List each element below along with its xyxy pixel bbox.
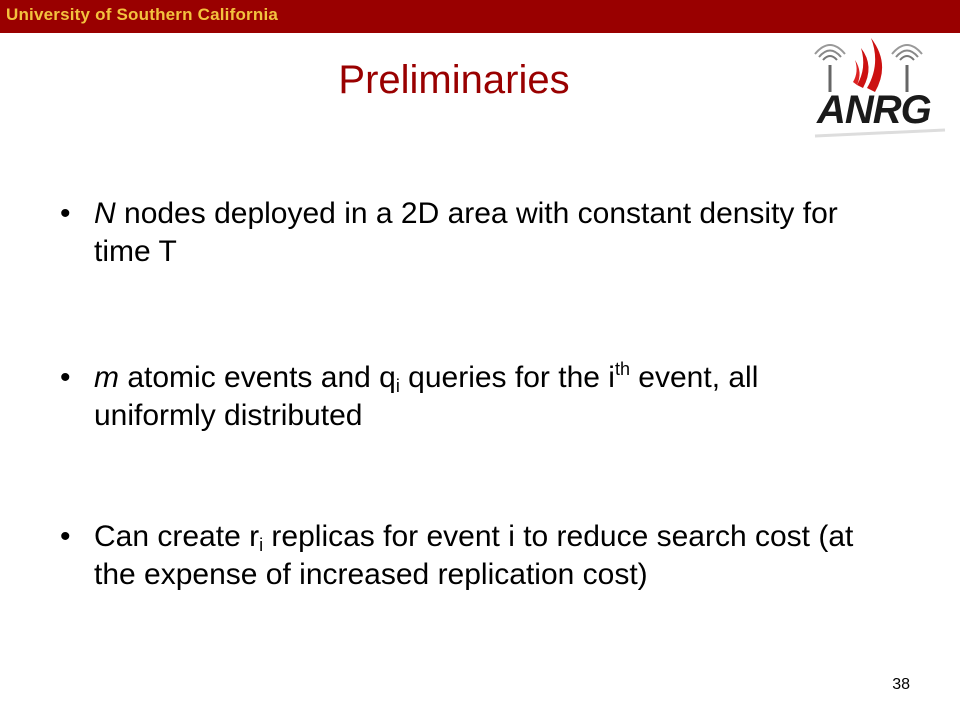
bullet-icon: • [60, 520, 71, 553]
banner-title: University of Southern California [6, 5, 279, 24]
subscript: i [259, 535, 264, 555]
bullet-text [94, 518, 874, 594]
anrg-logo-text: ANRG [817, 88, 931, 132]
bullet-text-part: event, all uniformly distributed [94, 361, 759, 432]
subscript: i [395, 376, 400, 396]
bullet-text-part: nodes deployed in a 2D area with constant density for time T [94, 197, 838, 268]
page-number: 38 [892, 676, 910, 693]
bullet-text-part: N [94, 197, 116, 230]
superscript: th [614, 359, 630, 379]
slide-title: Preliminaries [338, 58, 570, 102]
bullet-text-part: atomic events and q [119, 361, 396, 394]
bullet-icon: • [60, 361, 71, 394]
bullet-text-part: replicas for event i to reduce search cost (at the expense of increased replication cost) [94, 520, 854, 591]
bullet-text-part: Can create r [94, 520, 260, 553]
bullet-text-part: m [94, 361, 119, 394]
bullet-text [94, 195, 874, 271]
bullet-text-part: queries for the i [399, 361, 615, 394]
bullet-icon: • [60, 197, 71, 230]
bullet-text [94, 359, 874, 435]
